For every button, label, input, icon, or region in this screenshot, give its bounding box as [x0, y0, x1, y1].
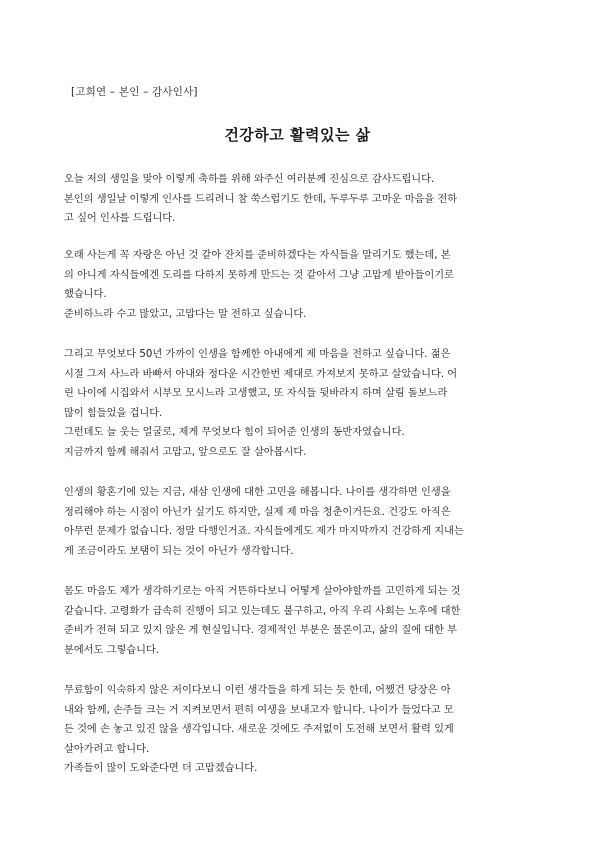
paragraph-line: 지금까지 함께 해줘서 고맙고, 앞으로도 잘 살아봅시다.	[64, 446, 307, 458]
paragraph-line: 준비하느라 수고 많았고, 고맙다는 말 전하고 싶습니다.	[64, 308, 307, 320]
paragraph-line: 고 싶어 인사를 드립니다.	[64, 213, 176, 224]
paragraph-line: 몸도 마음도 제가 생각하기로는 아직 거뜬하다보니 어떻게 살아야할까를 고민하게 되는 것	[64, 586, 461, 597]
paragraph-line: 많이 힘들었을 겁니다.	[64, 407, 163, 419]
paragraph-thanks-wife	[64, 345, 530, 462]
paragraph-line: 했습니다.	[64, 289, 107, 300]
paragraph-line: 분에서도 그렇습니다.	[64, 644, 160, 656]
paragraph-greeting	[64, 170, 530, 229]
paragraph-line: 린 나이에 시집와서 시부모 모시느라 고생했고, 또 자식들 뒷바라지 하며 살림 돌보느라	[64, 388, 448, 399]
paragraph-society	[64, 582, 530, 660]
document-title: 건강하고 활력있는 삶	[224, 126, 371, 144]
paragraph-reflection	[64, 483, 530, 561]
paragraph-line: 의 아니게 자식들에겐 도리를 다하지 못하게 만드는 것 같아서 그냥 고맙게 받아들이기로	[64, 269, 454, 281]
document-category-tag: [고희연 – 본인 – 감사인사]	[71, 86, 198, 98]
paragraph-line: 든 것에 손 놓고 있진 않을 생각입니다. 새로운 것에도 주저없이 도전해 보면서 활력 있게	[64, 724, 454, 735]
paragraph-line: 살아가려고 합니다.	[64, 743, 150, 755]
paragraph-line: 그런데도 늘 웃는 얼굴로, 제게 무엇보다 힘이 되어준 인생의 동반자였습니다.	[64, 427, 405, 438]
paragraph-line: 오래 사는게 꼭 자랑은 아닌 것 같아 잔치를 준비하겠다는 자식들을 말리기도 했는데, 본	[64, 250, 451, 261]
paragraph-thanks-children	[64, 246, 530, 324]
paragraph-line: 본인의 생일날 이렇게 인사를 드리려니 참 쑥스럽기도 한데, 두루두루 고마운 마음을 전하	[64, 193, 458, 205]
paragraph-line: 내와 함께, 손주들 크는 거 지켜보면서 편히 여생을 보내고자 합니다. 나이가 들었다고 모	[64, 704, 454, 716]
paragraph-line: 오늘 저의 생일을 맞아 이렇게 축하를 위해 와주신 여러분께 진심으로 감사드립니다.	[64, 174, 435, 185]
paragraph-future-plans	[64, 681, 530, 779]
paragraph-line: 무료함이 익숙하지 않은 저이다보니 이런 생각들을 하게 되는 듯 한데, 어쨌건 당장은 아	[64, 685, 451, 696]
paragraph-line: 같습니다. 고령화가 급속히 진행이 되고 있는데도 불구하고, 아직 우리 사회는 노후에 대한	[64, 605, 461, 617]
paragraph-line: 정리해야 하는 시점이 아닌가 싶기도 하지만, 실제 제 마음 청춘이거든요. 건강도 아직은	[64, 506, 451, 518]
paragraph-line: 아무런 문제가 없습니다. 정말 다행인거죠. 자식들에게도 제가 마지막까지 건강하게 지내는	[64, 526, 464, 537]
paragraph-line: 인생의 황혼기에 있는 지금, 새삼 인생에 대한 고민을 해봅니다. 나이를 생각하면 인생을	[64, 487, 451, 498]
paragraph-line: 준비가 전혀 되고 있지 않은 게 현실입니다. 경제적인 부분은 물론이고, 삶의 질에 대한 부	[64, 625, 458, 636]
paragraph-line: 시절 그저 사느라 바빠서 아내와 정다운 시간한번 제대로 가져보지 못하고 살았습니다. 어	[64, 368, 458, 380]
paragraph-line: 가족들이 많이 도와준다면 더 고맙겠습니다.	[64, 763, 258, 774]
paragraph-line: 게 조금이라도 보탬이 되는 것이 아닌가 생각합니다.	[64, 545, 294, 557]
paragraph-line: 그리고 무엇보다 50년 가까이 인생을 함께한 아내에게 제 마음을 전하고 싶습니다. 젊은	[64, 349, 451, 360]
